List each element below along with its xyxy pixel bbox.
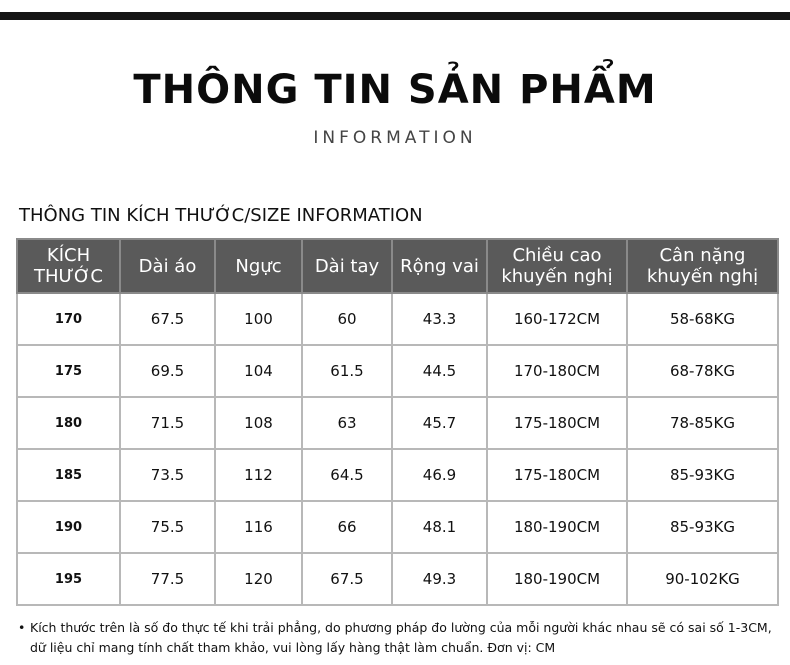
table-cell: 108 <box>215 397 302 449</box>
table-cell: 160-172CM <box>487 293 627 345</box>
header-cell-line: khuyến nghị <box>501 266 613 287</box>
table-row <box>17 553 778 605</box>
header-shoulder <box>392 239 487 293</box>
table-cell: 64.5 <box>302 449 392 501</box>
section-title: THÔNG TIN KÍCH THƯỚC/SIZE INFORMATION <box>19 205 423 226</box>
table-cell: 68-78KG <box>627 345 778 397</box>
table-cell: 85-93KG <box>627 501 778 553</box>
table-cell: 75.5 <box>120 501 215 553</box>
note-line-2: dữ liệu chỉ mang tính chất tham khảo, vui lòng lấy hàng thật làm chuẩn. Đơn vị: CM <box>30 640 556 655</box>
table-cell: 116 <box>215 501 302 553</box>
bullet-icon: • <box>18 620 26 635</box>
table-cell: 49.3 <box>392 553 487 605</box>
table-cell: 180-190CM <box>487 553 627 605</box>
table-row <box>17 345 778 397</box>
table-header-row <box>17 239 778 293</box>
header-length <box>120 239 215 293</box>
header-weight <box>627 239 778 293</box>
header-cell-line: Dài tay <box>314 255 380 277</box>
header-cell-line: THƯỚC <box>34 266 103 287</box>
table-cell: 77.5 <box>120 553 215 605</box>
header-size <box>17 239 120 293</box>
table-cell: 175-180CM <box>487 397 627 449</box>
header-sleeve <box>302 239 392 293</box>
header-cell-line: Cân nặng <box>659 245 746 266</box>
table-row <box>17 397 778 449</box>
table-cell: 58-68KG <box>627 293 778 345</box>
table-cell: 85-93KG <box>627 449 778 501</box>
table-cell: 175-180CM <box>487 449 627 501</box>
table-cell: 67.5 <box>120 293 215 345</box>
note-line-1 <box>18 618 784 638</box>
table-cell: 90-102KG <box>627 553 778 605</box>
table-cell: 67.5 <box>302 553 392 605</box>
table-cell: 43.3 <box>392 293 487 345</box>
header-cell-line: Rộng vai <box>400 255 479 277</box>
header-cell-line: Chiều cao <box>512 245 602 266</box>
table-row <box>17 501 778 553</box>
table-cell: 100 <box>215 293 302 345</box>
table-cell: 73.5 <box>120 449 215 501</box>
table-cell: 71.5 <box>120 397 215 449</box>
table-cell: 120 <box>215 553 302 605</box>
size-table <box>16 238 779 606</box>
header-chest <box>215 239 302 293</box>
table-cell: 61.5 <box>302 345 392 397</box>
page-title: THÔNG TIN SẢN PHẨM <box>133 67 657 113</box>
size-cell: 185 <box>17 449 120 501</box>
table-cell: 60 <box>302 293 392 345</box>
header-cell-line: khuyến nghị <box>646 266 759 287</box>
page-subtitle: INFORMATION <box>313 128 477 148</box>
table-cell: 48.1 <box>392 501 487 553</box>
table-cell: 44.5 <box>392 345 487 397</box>
size-cell: 195 <box>17 553 120 605</box>
top-divider-bar <box>0 12 790 20</box>
table-cell: 63 <box>302 397 392 449</box>
table-cell: 45.7 <box>392 397 487 449</box>
size-cell: 190 <box>17 501 120 553</box>
size-cell: 180 <box>17 397 120 449</box>
size-cell: 175 <box>17 345 120 397</box>
table-cell: 46.9 <box>392 449 487 501</box>
table-cell: 180-190CM <box>487 501 627 553</box>
table-cell: 112 <box>215 449 302 501</box>
table-body <box>17 293 778 605</box>
table-cell: 104 <box>215 345 302 397</box>
header-cell-line: Dài áo <box>138 255 197 277</box>
table-row <box>17 449 778 501</box>
size-note <box>18 618 784 658</box>
note-text-1: Kích thước trên là số đo thực tế khi trải phẳng, do phương pháp đo lường của mỗi người khác nhau sẽ có sai số 1-3CM, <box>30 620 772 635</box>
header-cell-line: Ngực <box>235 255 282 277</box>
header-cell-line: KÍCH <box>46 245 91 266</box>
table-cell: 170-180CM <box>487 345 627 397</box>
header-height <box>487 239 627 293</box>
table-cell: 78-85KG <box>627 397 778 449</box>
table-cell: 66 <box>302 501 392 553</box>
size-cell: 170 <box>17 293 120 345</box>
table-cell: 69.5 <box>120 345 215 397</box>
table-row <box>17 293 778 345</box>
